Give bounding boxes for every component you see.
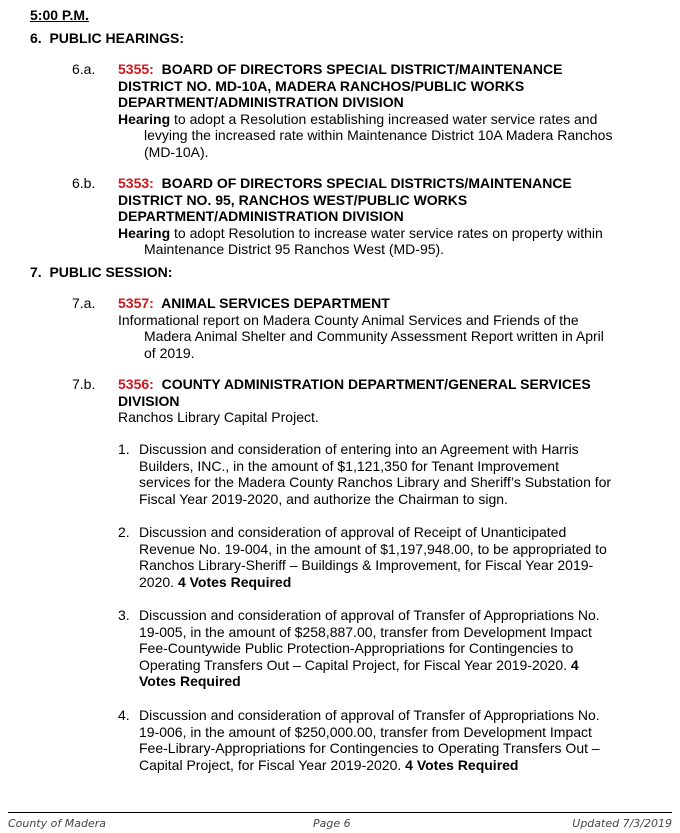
list-text: Discussion and consideration of approval of Transfer of Appropriations No. 19-005, in the amount of $258,887.00, transfer from Development Impact Fee-Countywide Public Protection-Appropriations for Contingencies to Operating Transfers Out – Capital Project, for Fiscal Year 2019-2020. [139,607,600,673]
section-title: PUBLIC SESSION: [49,264,173,280]
page-footer [8,812,672,830]
item-lead: Hearing [118,110,171,127]
list-item [118,441,613,507]
list-item [118,607,613,690]
item-title: ANIMAL SERVICES DEPARTMENT [161,295,390,311]
item-label: 7.a. [72,295,96,311]
item-title: BOARD OF DIRECTORS SPECIAL DISTRICT/MAINTENANCE DISTRICT NO. MD-10A, MADERA RANCHOS/PUBLIC WORKS DEPARTMENT/ADMINISTRATION DIVISION [118,61,563,110]
list-item [118,524,613,590]
item-title: BOARD OF DIRECTORS SPECIAL DISTRICTS/MAINTENANCE DISTRICT NO. 95, RANCHOS WEST/PUBLIC WORKS DEPARTMENT/ADMINISTRATION DIVISION [118,175,572,224]
list-text: Discussion and consideration of approval of Transfer of Appropriations No. 19-006, in the amount of $250,000.00, transfer from Development Impact Fee-Library-Appropriations for Contingencies to Operating Transfers Out – Capital Project, for Fiscal Year 2019-2020. [139,707,600,773]
item-lead: Hearing [118,224,171,241]
item-label: 7.b. [72,376,96,392]
list-text: Discussion and consideration of entering into an Agreement with Harris Builders, INC., in the amount of $1,121,350 for Tenant Improvement services for the Madera County Ranchos Library and Sheriff’s Substation for Fiscal Year 2019-2020, and authorize the Chairman to sign. [139,441,612,507]
item-id: 5357: [118,295,154,311]
item-id: 5356: [118,376,154,392]
section-number: 6. [30,30,42,46]
section-public-session [30,264,172,281]
votes-required: 4 Votes Required [177,573,292,590]
item-label: 6.a. [72,61,96,77]
item-label: 6.b. [72,175,96,191]
list-number: 2. [118,524,130,540]
agenda-item-5357 [118,295,618,361]
item-id: 5353: [118,175,154,191]
agenda-item-5355 [118,61,618,160]
item-desc: to adopt Resolution to increase water service rates on property within Maintenance District 95 Ranchos West (MD-95). [144,224,603,257]
section-number: 7. [30,264,42,280]
session-time: 5:00 P.M. [30,7,89,23]
item-desc: to adopt a Resolution establishing increased water service rates and levying the increased rate within Maintenance District 10A Madera Ranchos (MD-10A). [144,110,613,160]
item-desc: Ranchos Library Capital Project. [118,409,319,425]
votes-required: 4 Votes Required [405,756,519,773]
agenda-item-5353 [118,175,618,258]
section-title: PUBLIC HEARINGS: [49,30,185,46]
footer-updated: Updated 7/3/2019 [572,817,672,830]
section-public-hearings [30,30,184,47]
list-text: Discussion and consideration of approval of Receipt of Unanticipated Revenue No. 19-004, in the amount of $1,197,948.00, to be appropriated to Ranchos Library-Sheriff – Buildings & Improvement, for Fiscal Year 2019-2020. [139,524,607,590]
item-id: 5355: [118,61,154,77]
list-number: 4. [118,707,130,723]
list-number: 1. [118,441,130,457]
item-title: COUNTY ADMINISTRATION DEPARTMENT/GENERAL SERVICES DIVISION [118,376,591,409]
footer-county: County of Madera [8,817,107,830]
votes-required: 4 Votes Required [139,656,579,689]
list-item [118,707,613,773]
item-desc: Informational report on Madera County Animal Services and Friends of the Madera Animal Shelter and Community Assessment Report written in April of 2019. [118,311,604,361]
agenda-item-5356 [118,376,618,426]
list-number: 3. [118,607,130,623]
footer-page-number: Page 6 [313,817,351,830]
